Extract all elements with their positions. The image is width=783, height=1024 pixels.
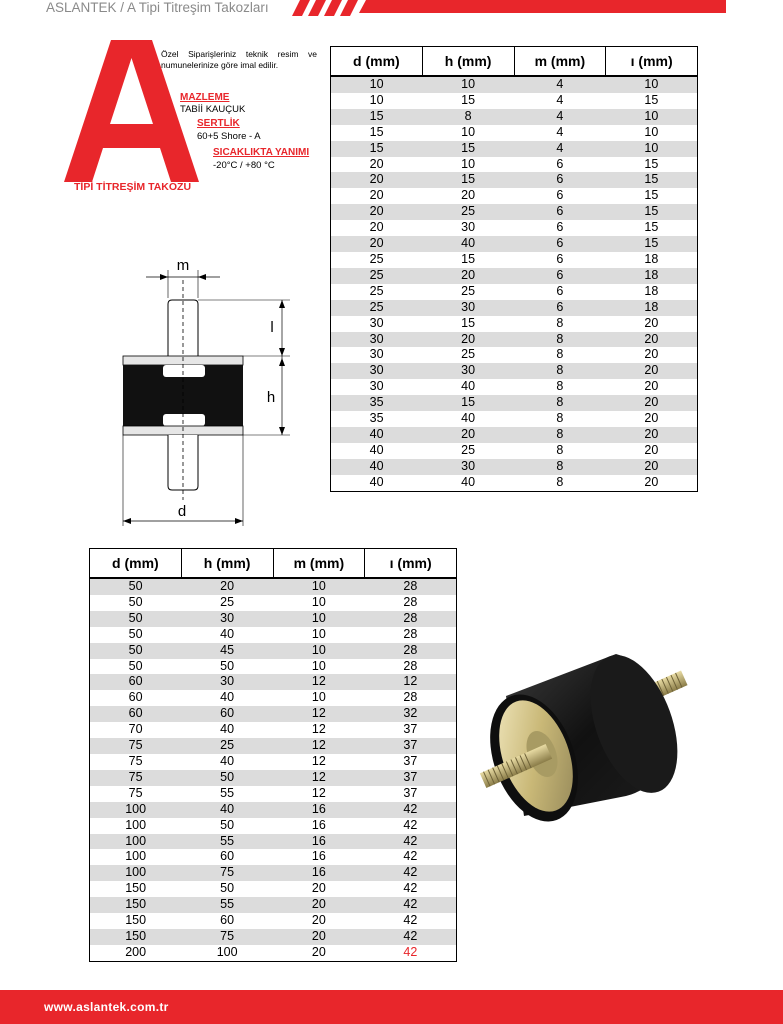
table-cell: 20 — [606, 316, 698, 332]
table-cell: 18 — [606, 300, 698, 316]
table-cell: 16 — [273, 865, 365, 881]
table-cell: 20 — [331, 204, 423, 220]
dimension-table-large — [89, 548, 457, 962]
table-cell: 10 — [273, 643, 365, 659]
table-cell: 10 — [273, 627, 365, 643]
table-cell: 30 — [422, 220, 514, 236]
stripe-4 — [340, 0, 358, 16]
table-cell: 25 — [422, 443, 514, 459]
table-cell: 15 — [606, 157, 698, 173]
table-cell: 20 — [331, 236, 423, 252]
table-cell: 18 — [606, 268, 698, 284]
table-cell: 20 — [606, 443, 698, 459]
table-cell: 37 — [365, 786, 457, 802]
table-row — [90, 659, 457, 675]
table-row — [331, 284, 698, 300]
table-cell: 8 — [514, 363, 606, 379]
table-cell: 60 — [181, 913, 273, 929]
table-cell: 6 — [514, 236, 606, 252]
table-row — [331, 347, 698, 363]
table-cell: 15 — [422, 316, 514, 332]
table-cell: 20 — [606, 475, 698, 491]
table-cell: 20 — [606, 395, 698, 411]
table-cell: 25 — [181, 595, 273, 611]
table-cell: 10 — [422, 125, 514, 141]
table-cell: 15 — [606, 172, 698, 188]
spec-material-label: MAZLEME — [180, 92, 230, 103]
table-cell: 15 — [422, 93, 514, 109]
table-cell: 12 — [365, 674, 457, 690]
table-cell: 4 — [514, 109, 606, 125]
table-cell: 35 — [331, 411, 423, 427]
custom-order-note: Özel Siparişleriniz teknik resim ve numunelerinize göre imal edilir. — [161, 49, 317, 70]
dim-label-h: h — [266, 389, 276, 406]
table-row — [331, 411, 698, 427]
table-cell: 15 — [331, 125, 423, 141]
table-cell: 8 — [514, 475, 606, 491]
dim-label-d: d — [177, 503, 187, 520]
table-cell: 42 — [365, 913, 457, 929]
table-cell: 30 — [181, 674, 273, 690]
table-cell: 40 — [331, 427, 423, 443]
table-cell: 16 — [273, 802, 365, 818]
table-row — [90, 754, 457, 770]
table-cell: 4 — [514, 125, 606, 141]
table-cell: 6 — [514, 157, 606, 173]
table-row — [331, 300, 698, 316]
table-cell: 42 — [365, 865, 457, 881]
table-cell: 20 — [606, 347, 698, 363]
table-cell: 4 — [514, 93, 606, 109]
table-cell: 100 — [90, 818, 182, 834]
table-cell: 10 — [606, 109, 698, 125]
table-cell: 20 — [273, 913, 365, 929]
table-cell: 50 — [90, 643, 182, 659]
table-cell: 8 — [514, 379, 606, 395]
header-l: ı (mm) — [606, 47, 698, 77]
table-cell: 50 — [90, 611, 182, 627]
table-cell: 100 — [90, 849, 182, 865]
table-row — [331, 475, 698, 491]
table-cell: 6 — [514, 204, 606, 220]
table-cell: 4 — [514, 76, 606, 93]
inner-nut-top — [163, 365, 205, 377]
table-row — [331, 220, 698, 236]
table-cell: 10 — [606, 76, 698, 93]
table-cell: 50 — [181, 659, 273, 675]
header-l: ı (mm) — [365, 549, 457, 579]
table-cell: 20 — [181, 578, 273, 595]
table-cell: 20 — [273, 897, 365, 913]
table-cell: 42 — [365, 929, 457, 945]
table-cell: 30 — [331, 332, 423, 348]
table-cell: 12 — [273, 706, 365, 722]
table-row — [331, 109, 698, 125]
table-cell: 20 — [331, 157, 423, 173]
table-row — [90, 849, 457, 865]
table-cell: 45 — [181, 643, 273, 659]
table-row — [331, 188, 698, 204]
table-row — [331, 379, 698, 395]
header-h: h (mm) — [181, 549, 273, 579]
table-cell: 16 — [273, 818, 365, 834]
table-cell: 20 — [422, 332, 514, 348]
table-row — [90, 818, 457, 834]
table-cell: 40 — [331, 459, 423, 475]
table-cell: 50 — [181, 818, 273, 834]
website-link[interactable]: www.aslantek.com.tr — [44, 1000, 169, 1014]
header-d: d (mm) — [331, 47, 423, 77]
table-cell: 10 — [331, 93, 423, 109]
table-row — [331, 236, 698, 252]
technical-drawing — [100, 250, 310, 530]
table-cell: 40 — [422, 411, 514, 427]
table-row — [331, 76, 698, 93]
table-cell: 12 — [273, 738, 365, 754]
table-cell: 15 — [422, 141, 514, 157]
table-cell: 16 — [273, 849, 365, 865]
table-row — [90, 722, 457, 738]
table-cell: 55 — [181, 834, 273, 850]
table-cell: 12 — [273, 786, 365, 802]
table-cell: 10 — [273, 611, 365, 627]
table-cell: 50 — [90, 659, 182, 675]
table-cell: 15 — [606, 93, 698, 109]
table-cell: 37 — [365, 722, 457, 738]
table-row — [90, 595, 457, 611]
table-cell: 60 — [181, 706, 273, 722]
table-cell: 8 — [514, 443, 606, 459]
table-cell: 150 — [90, 929, 182, 945]
inner-nut-bottom — [163, 414, 205, 426]
spec-temperature-value: -20°C / +80 °C — [213, 160, 275, 171]
spec-temperature-label: SICAKLIKTA YANIMI — [213, 147, 310, 158]
table-cell: 37 — [365, 738, 457, 754]
stripe-1 — [292, 0, 310, 16]
dimension-table-small — [330, 46, 698, 492]
table-row — [331, 252, 698, 268]
product-photo — [476, 626, 696, 826]
table-cell: 42 — [365, 834, 457, 850]
table-cell: 15 — [331, 141, 423, 157]
table-row — [90, 611, 457, 627]
table-row — [331, 172, 698, 188]
table-cell: 42 — [365, 945, 457, 961]
table-cell: 60 — [181, 849, 273, 865]
table-cell: 100 — [90, 834, 182, 850]
table-cell: 28 — [365, 627, 457, 643]
table-row — [90, 881, 457, 897]
table-row — [90, 945, 457, 961]
table-cell: 20 — [606, 411, 698, 427]
table-cell: 30 — [331, 347, 423, 363]
table-cell: 15 — [331, 109, 423, 125]
table-cell: 15 — [606, 188, 698, 204]
table-cell: 16 — [273, 834, 365, 850]
table-cell: 8 — [514, 427, 606, 443]
page-title: ASLANTEK / A Tipi Titreşim Takozları — [46, 0, 269, 15]
table-cell: 10 — [273, 595, 365, 611]
header-m: m (mm) — [273, 549, 365, 579]
table-cell: 40 — [181, 722, 273, 738]
header-h: h (mm) — [422, 47, 514, 77]
table-row — [90, 929, 457, 945]
table-cell: 4 — [514, 141, 606, 157]
table-cell: 40 — [181, 754, 273, 770]
table-row — [90, 802, 457, 818]
table-cell: 25 — [422, 347, 514, 363]
table-cell: 25 — [331, 300, 423, 316]
table-cell: 42 — [365, 881, 457, 897]
table-cell: 60 — [90, 674, 182, 690]
table-cell: 30 — [422, 459, 514, 475]
table-row — [331, 316, 698, 332]
table-cell: 150 — [90, 897, 182, 913]
header-bar — [359, 0, 726, 13]
table-cell: 20 — [331, 172, 423, 188]
table-cell: 18 — [606, 284, 698, 300]
table-cell: 28 — [365, 659, 457, 675]
table-cell: 20 — [606, 427, 698, 443]
table-row — [90, 834, 457, 850]
table-cell: 6 — [514, 188, 606, 204]
table-cell: 8 — [514, 347, 606, 363]
table-cell: 25 — [331, 284, 423, 300]
table-cell: 30 — [422, 363, 514, 379]
table-row — [331, 427, 698, 443]
table-cell: 30 — [181, 611, 273, 627]
table-cell: 12 — [273, 674, 365, 690]
table-row — [331, 93, 698, 109]
table-cell: 6 — [514, 300, 606, 316]
table-cell: 15 — [606, 204, 698, 220]
table-cell: 50 — [90, 595, 182, 611]
table-cell: 20 — [606, 363, 698, 379]
header-d: d (mm) — [90, 549, 182, 579]
table-row — [90, 770, 457, 786]
table-cell: 6 — [514, 268, 606, 284]
table-cell: 30 — [331, 379, 423, 395]
table-cell: 40 — [422, 379, 514, 395]
table-cell: 40 — [181, 627, 273, 643]
product-caption: TİPİ TİTREŞİM TAKOZU — [74, 181, 192, 193]
table-row — [90, 627, 457, 643]
table-cell: 20 — [331, 220, 423, 236]
table-cell: 42 — [365, 849, 457, 865]
table-cell: 150 — [90, 913, 182, 929]
table-cell: 20 — [422, 268, 514, 284]
table-cell: 50 — [90, 578, 182, 595]
table-cell: 10 — [422, 76, 514, 93]
table-row — [331, 363, 698, 379]
table-cell: 50 — [90, 627, 182, 643]
stripe-2 — [308, 0, 326, 16]
table-cell: 75 — [90, 738, 182, 754]
table-cell: 42 — [365, 818, 457, 834]
table-row — [90, 913, 457, 929]
table-cell: 10 — [606, 141, 698, 157]
dim-label-m: m — [176, 257, 190, 274]
table-cell: 42 — [365, 897, 457, 913]
table-cell: 10 — [273, 578, 365, 595]
table-row — [331, 443, 698, 459]
table-row — [331, 268, 698, 284]
table-cell: 32 — [365, 706, 457, 722]
table-cell: 37 — [365, 754, 457, 770]
table-cell: 75 — [90, 754, 182, 770]
table-cell: 6 — [514, 220, 606, 236]
table-cell: 50 — [181, 881, 273, 897]
stripe-3 — [324, 0, 342, 16]
table-cell: 10 — [273, 690, 365, 706]
table-row — [90, 674, 457, 690]
table-cell: 8 — [514, 316, 606, 332]
table-header-row — [90, 549, 457, 579]
table-cell: 40 — [181, 802, 273, 818]
table-cell: 28 — [365, 595, 457, 611]
table-cell: 8 — [514, 395, 606, 411]
table-cell: 40 — [422, 475, 514, 491]
spec-hardness-value: 60+5 Shore - A — [197, 131, 261, 142]
table-cell: 15 — [606, 220, 698, 236]
table-cell: 15 — [606, 236, 698, 252]
table-cell: 75 — [181, 865, 273, 881]
table-cell: 30 — [422, 300, 514, 316]
table-cell: 8 — [514, 459, 606, 475]
table-row — [331, 141, 698, 157]
table-cell: 8 — [514, 411, 606, 427]
table-cell: 10 — [606, 125, 698, 141]
table-cell: 75 — [90, 786, 182, 802]
table-cell: 40 — [331, 475, 423, 491]
table-cell: 35 — [331, 395, 423, 411]
table-cell: 37 — [365, 770, 457, 786]
table-cell: 10 — [273, 659, 365, 675]
table-cell: 12 — [273, 770, 365, 786]
table-cell: 15 — [422, 395, 514, 411]
table-cell: 28 — [365, 578, 457, 595]
table-cell: 28 — [365, 611, 457, 627]
table-cell: 20 — [606, 332, 698, 348]
table-cell: 20 — [273, 945, 365, 961]
table-cell: 18 — [606, 252, 698, 268]
table-cell: 20 — [606, 459, 698, 475]
table-row — [90, 865, 457, 881]
table-cell: 6 — [514, 284, 606, 300]
table-cell: 100 — [90, 802, 182, 818]
table-cell: 40 — [422, 236, 514, 252]
table-cell: 10 — [331, 76, 423, 93]
table-cell: 25 — [331, 252, 423, 268]
table-cell: 100 — [90, 865, 182, 881]
table-cell: 8 — [514, 332, 606, 348]
table-cell: 60 — [90, 690, 182, 706]
table-cell: 150 — [90, 881, 182, 897]
header-m: m (mm) — [514, 47, 606, 77]
table-row — [90, 643, 457, 659]
table-cell: 100 — [181, 945, 273, 961]
table-cell: 6 — [514, 252, 606, 268]
table-row — [331, 332, 698, 348]
table-row — [331, 395, 698, 411]
table-cell: 20 — [273, 881, 365, 897]
table-cell: 30 — [331, 363, 423, 379]
table-cell: 28 — [365, 690, 457, 706]
table-cell: 20 — [606, 379, 698, 395]
table-cell: 70 — [90, 722, 182, 738]
table-cell: 30 — [331, 316, 423, 332]
table-row — [90, 578, 457, 595]
table-row — [331, 125, 698, 141]
table-cell: 12 — [273, 722, 365, 738]
table-cell: 20 — [422, 427, 514, 443]
table-cell: 42 — [365, 802, 457, 818]
table-row — [331, 204, 698, 220]
table-cell: 55 — [181, 897, 273, 913]
table-cell: 25 — [422, 204, 514, 220]
table-cell: 60 — [90, 706, 182, 722]
table-cell: 50 — [181, 770, 273, 786]
spec-hardness-label: SERTLİK — [197, 118, 240, 129]
table-cell: 55 — [181, 786, 273, 802]
table-cell: 8 — [422, 109, 514, 125]
table-cell: 15 — [422, 172, 514, 188]
table-cell: 20 — [331, 188, 423, 204]
table-cell: 10 — [422, 157, 514, 173]
table-cell: 75 — [90, 770, 182, 786]
spec-material-value: TABİİ KAUÇUK — [180, 104, 246, 115]
table-cell: 25 — [331, 268, 423, 284]
table-cell: 25 — [181, 738, 273, 754]
table-row — [90, 690, 457, 706]
table-cell: 15 — [422, 252, 514, 268]
table-row — [331, 459, 698, 475]
table-cell: 20 — [422, 188, 514, 204]
table-row — [90, 897, 457, 913]
table-cell: 25 — [422, 284, 514, 300]
table-cell: 200 — [90, 945, 182, 961]
table-cell: 40 — [181, 690, 273, 706]
table-cell: 40 — [331, 443, 423, 459]
table-cell: 20 — [273, 929, 365, 945]
table-row — [331, 157, 698, 173]
table-cell: 12 — [273, 754, 365, 770]
table-row — [90, 706, 457, 722]
table-row — [90, 786, 457, 802]
table-header-row — [331, 47, 698, 77]
table-cell: 6 — [514, 172, 606, 188]
table-row — [90, 738, 457, 754]
table-cell: 75 — [181, 929, 273, 945]
table-cell: 28 — [365, 643, 457, 659]
dim-label-l: l — [270, 319, 274, 336]
